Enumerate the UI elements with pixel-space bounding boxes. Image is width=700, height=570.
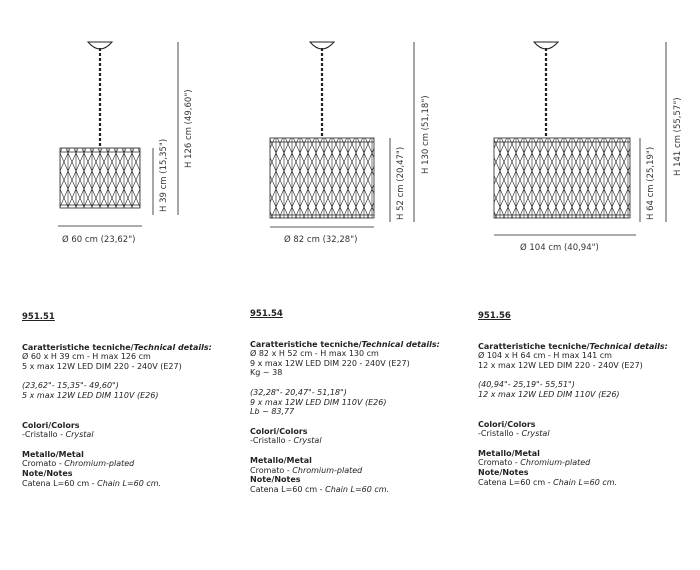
- tech-title-it: Caratteristiche tecniche/: [250, 339, 362, 349]
- colors-en: Crystal: [293, 436, 322, 446]
- imperial-line: 12 x max 12W LED DIM 110V (E26): [478, 389, 620, 399]
- tech-title-it: Caratteristiche tecniche/: [22, 342, 134, 352]
- tech-line: Kg ~ 38: [250, 368, 283, 378]
- metal-en: Chromium-plated: [64, 459, 135, 469]
- notes-title: Note/Notes: [22, 468, 73, 478]
- metal-value: [22, 459, 232, 469]
- tech-details-title: [250, 340, 460, 350]
- imperial-line: (32,28"- 20,47"- 51,18"): [250, 387, 347, 397]
- metal-en: Chromium-plated: [520, 458, 591, 468]
- tech-title-en: Technical details:: [361, 339, 440, 349]
- diameter-label: Ø 82 cm (32,28"): [284, 235, 358, 245]
- height-label: H 52 cm (20,47"): [396, 146, 406, 220]
- tech-line: Ø 104 x H 64 cm - H max 141 cm: [478, 351, 612, 361]
- colors-it: -Cristallo -: [250, 436, 294, 446]
- colors-value: [22, 430, 232, 440]
- metal-it: Cromato -: [22, 459, 65, 469]
- product-code: 951.51: [22, 312, 55, 322]
- notes-value: [478, 478, 688, 488]
- imperial-line: (40,94"- 25,19"- 55,51"): [478, 380, 575, 390]
- metal-value: [478, 458, 688, 468]
- notes-en: Chain L=60 cm.: [325, 484, 390, 494]
- notes-en: Chain L=60 cm.: [553, 477, 618, 487]
- max-height-label: H 126 cm (49,60"): [184, 89, 194, 168]
- colors-it: -Cristallo -: [22, 430, 66, 440]
- metal-title: Metallo/Metal: [478, 448, 540, 458]
- height-label: H 39 cm (15,35"): [159, 138, 169, 212]
- metal-title: Metallo/Metal: [250, 455, 312, 465]
- colors-it: -Cristallo -: [478, 429, 522, 439]
- imperial-line: 9 x max 12W LED DIM 110V (E26): [250, 397, 387, 407]
- tech-title-en: Technical details:: [589, 341, 668, 351]
- tech-title-en: Technical details:: [133, 342, 212, 352]
- tech-line: Ø 60 x H 39 cm - H max 126 cm: [22, 352, 151, 362]
- imperial-line: Lb ~ 83,77: [250, 407, 295, 417]
- tech-line: Ø 82 x H 52 cm - H max 130 cm: [250, 349, 379, 359]
- tech-details-title: [478, 342, 688, 352]
- metal-it: Cromato -: [250, 465, 293, 475]
- colors-value: [478, 429, 688, 439]
- notes-en: Chain L=60 cm.: [97, 478, 162, 488]
- product-column-951-56: [478, 312, 688, 487]
- colors-value: [250, 436, 460, 446]
- notes-value: [250, 485, 460, 495]
- tech-line: 9 x max 12W LED DIM 220 - 240V (E27): [250, 358, 410, 368]
- notes-it: Catena L=60 cm -: [250, 484, 326, 494]
- tech-line: 5 x max 12W LED DIM 220 - 240V (E27): [22, 361, 182, 371]
- colors-title: Colori/Colors: [250, 426, 308, 436]
- height-label: H 64 cm (25,19"): [646, 146, 656, 220]
- lamp-drawing-951-54: [270, 42, 414, 227]
- diameter-label: Ø 104 cm (40,94"): [520, 243, 599, 253]
- colors-en: Crystal: [65, 430, 94, 440]
- product-column-951-54: [250, 310, 460, 494]
- tech-details-title: [22, 343, 232, 353]
- tech-title-it: Caratteristiche tecniche/: [478, 341, 590, 351]
- product-code: 951.56: [478, 311, 511, 321]
- tech-line: 12 x max 12W LED DIM 220 - 240V (E27): [478, 360, 643, 370]
- notes-title: Note/Notes: [250, 475, 301, 485]
- imperial-line: 5 x max 12W LED DIM 110V (E26): [22, 390, 159, 400]
- colors-en: Crystal: [521, 429, 550, 439]
- notes-it: Catena L=60 cm -: [22, 478, 98, 488]
- metal-title: Metallo/Metal: [22, 449, 84, 459]
- metal-value: [250, 466, 460, 476]
- colors-title: Colori/Colors: [478, 419, 536, 429]
- product-column-951-51: [22, 313, 232, 488]
- max-height-label: H 141 cm (55,57"): [673, 97, 683, 176]
- colors-title: Colori/Colors: [22, 420, 80, 430]
- notes-value: [22, 479, 232, 489]
- imperial-line: (23,62"- 15,35"- 49,60"): [22, 381, 119, 391]
- diameter-label: Ø 60 cm (23,62"): [62, 235, 136, 245]
- notes-title: Note/Notes: [478, 467, 529, 477]
- notes-it: Catena L=60 cm -: [478, 477, 554, 487]
- lamp-drawing-951-56: [494, 42, 666, 235]
- metal-en: Chromium-plated: [292, 465, 363, 475]
- metal-it: Cromato -: [478, 458, 521, 468]
- max-height-label: H 130 cm (51,18"): [421, 95, 431, 174]
- product-code: 951.54: [250, 309, 283, 319]
